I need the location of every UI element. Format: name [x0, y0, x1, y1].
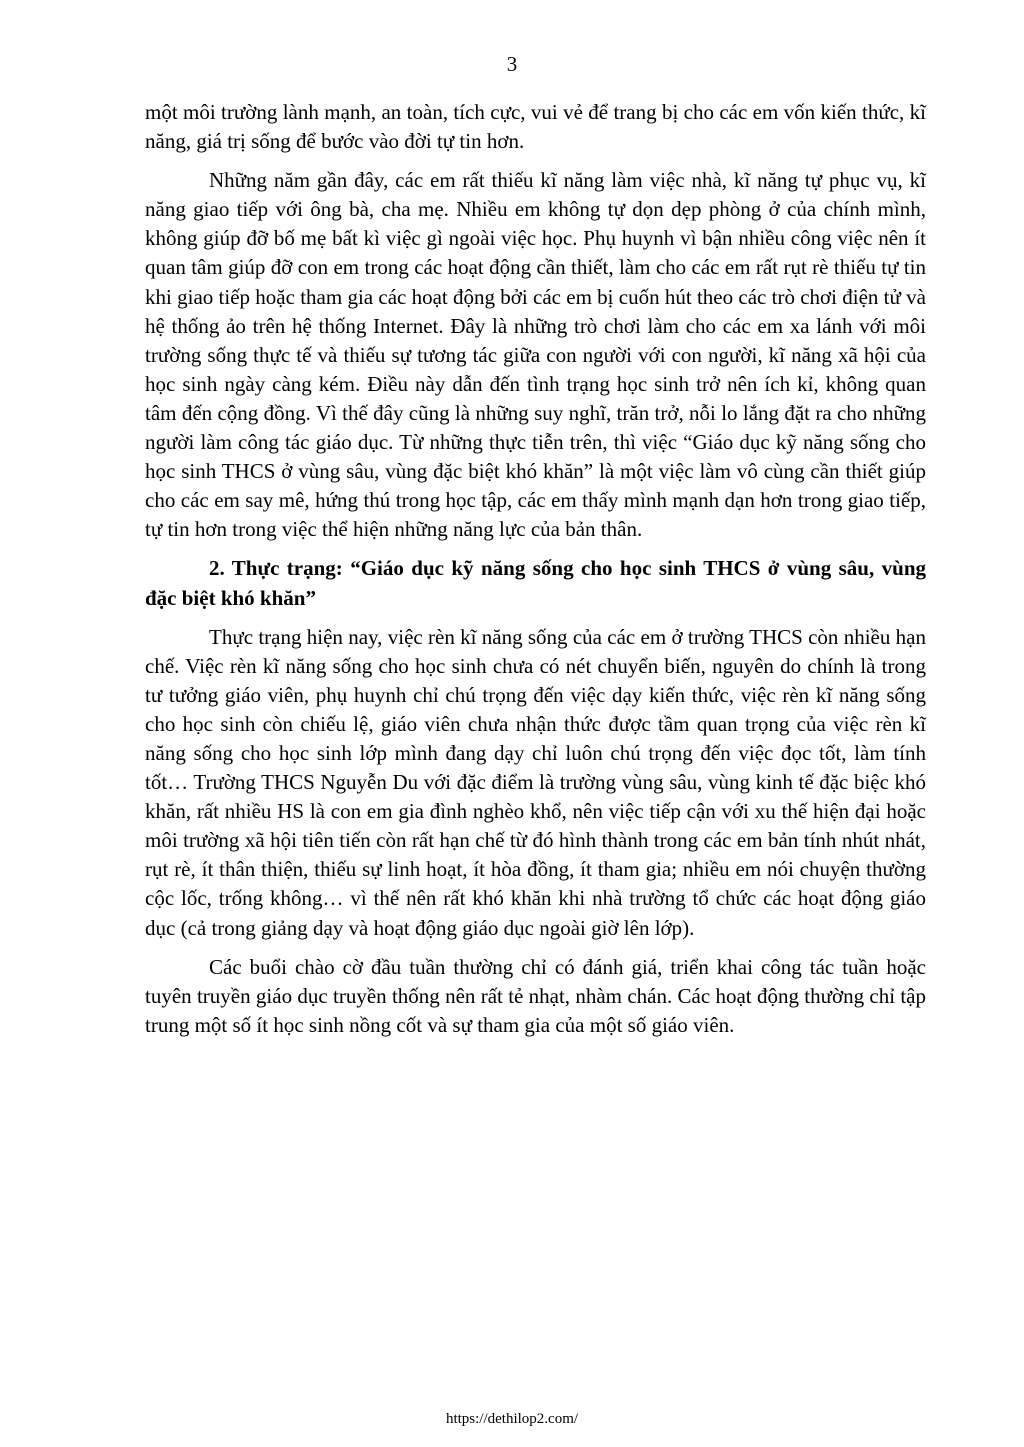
document-body	[145, 98, 926, 1050]
section-heading-current-situation: 2. Thực trạng: “Giáo dục kỹ năng sống cho học sinh THCS ở vùng sâu, vùng đặc biệt khó khăn”	[145, 556, 926, 610]
paragraph-current-situation: Thực trạng hiện nay, việc rèn kĩ năng sống của các em ở trường THCS còn nhiều hạn chế. Việc rèn kĩ năng sống cho học sinh chưa có nét chuyển biến, nguyên do chính là trong tư tưởng giáo viên, phụ huynh chỉ chú trọng đến việc dạy kiến thức, việc rèn kĩ năng sống cho học sinh còn chiếu lệ, giáo viên chưa nhận thức được tầm quan trọng của việc rèn kĩ năng sống cho học sinh lớp mình đang dạy chỉ luôn chú trọng đến việc đọc tốt, làm tính tốt… Trường THCS Nguyễn Du với đặc điểm là trường vùng sâu, vùng kinh tế đặc biệc khó khăn, rất nhiều HS là con em gia đình nghèo khổ, nên việc tiếp cận với xu thế hiện đại hoặc môi trường xã hội tiên tiến còn rất hạn chế từ đó hình thành trong các em bản tính nhút nhát, rụt rè, ít thân thiện, thiếu sự linh hoạt, ít hòa đồng, ít tham gia; nhiều em nói chuyện thường cộc lốc, trống không… vì thế nên rất khó khăn khi nhà trường tổ chức các hoạt động giáo dục (cả trong giảng dạy và hoạt động giáo dục ngoài giờ lên lớp).	[145, 624, 926, 940]
paragraph-flag-ceremony: Các buổi chào cờ đầu tuần thường chỉ có đánh giá, triển khai công tác tuần hoặc tuyên truyền giáo dục truyền thống nên rất tẻ nhạt, nhàm chán. Các hoạt động thường chỉ tập trung một số ít học sinh nồng cốt và sự tham gia của một số giáo viên.	[145, 954, 926, 1037]
footer-url: https://dethilop2.com/	[445, 1411, 579, 1427]
page-number: 3	[506, 52, 518, 76]
paragraph-continuation: một môi trường lành mạnh, an toàn, tích cực, vui vẻ để trang bị cho các em vốn kiến thức, kĩ năng, giá trị sống để bước vào đời tự tin hơn.	[145, 100, 926, 154]
paragraph-life-skills-context: Những năm gần đây, các em rất thiếu kĩ năng làm việc nhà, kĩ năng tự phục vụ, kĩ năng giao tiếp với ông bà, cha mẹ. Nhiều em không tự dọn dẹp phòng ở của chính mình, không giúp đỡ bố mẹ bất kì việc gì ngoài việc học. Phụ huynh vì bận nhiều công việc nên ít quan tâm giúp đỡ con em trong các hoạt động cần thiết, làm cho các em rất rụt rè thiếu tự tin khi giao tiếp hoặc tham gia các hoạt động bởi các em bị cuốn hút theo các trò chơi điện tử và hệ thống ảo trên hệ thống Internet. Đây là những trò chơi làm cho các em xa lánh với môi trường sống thực tế và thiếu sự tương tác giữa con người với con người, kĩ năng xã hội của học sinh ngày càng kém. Điều này dẫn đến tình trạng học sinh trở nên ích kỉ, không quan tâm đến cộng đồng. Vì thế đây cũng là những suy nghĩ, trăn trở, nỗi lo lắng đặt ra cho những người làm công tác giáo dục. Từ những thực tiễn trên, thì việc “Giáo dục kỹ năng sống cho học sinh THCS ở vùng sâu, vùng đặc biệt khó khăn” là một việc làm vô cùng cần thiết giúp cho các em say mê, hứng thú trong học tập, các em thấy mình mạnh dạn hơn trong giao tiếp, tự tin hơn trong việc thể hiện những năng lực của bản thân.	[145, 168, 926, 542]
